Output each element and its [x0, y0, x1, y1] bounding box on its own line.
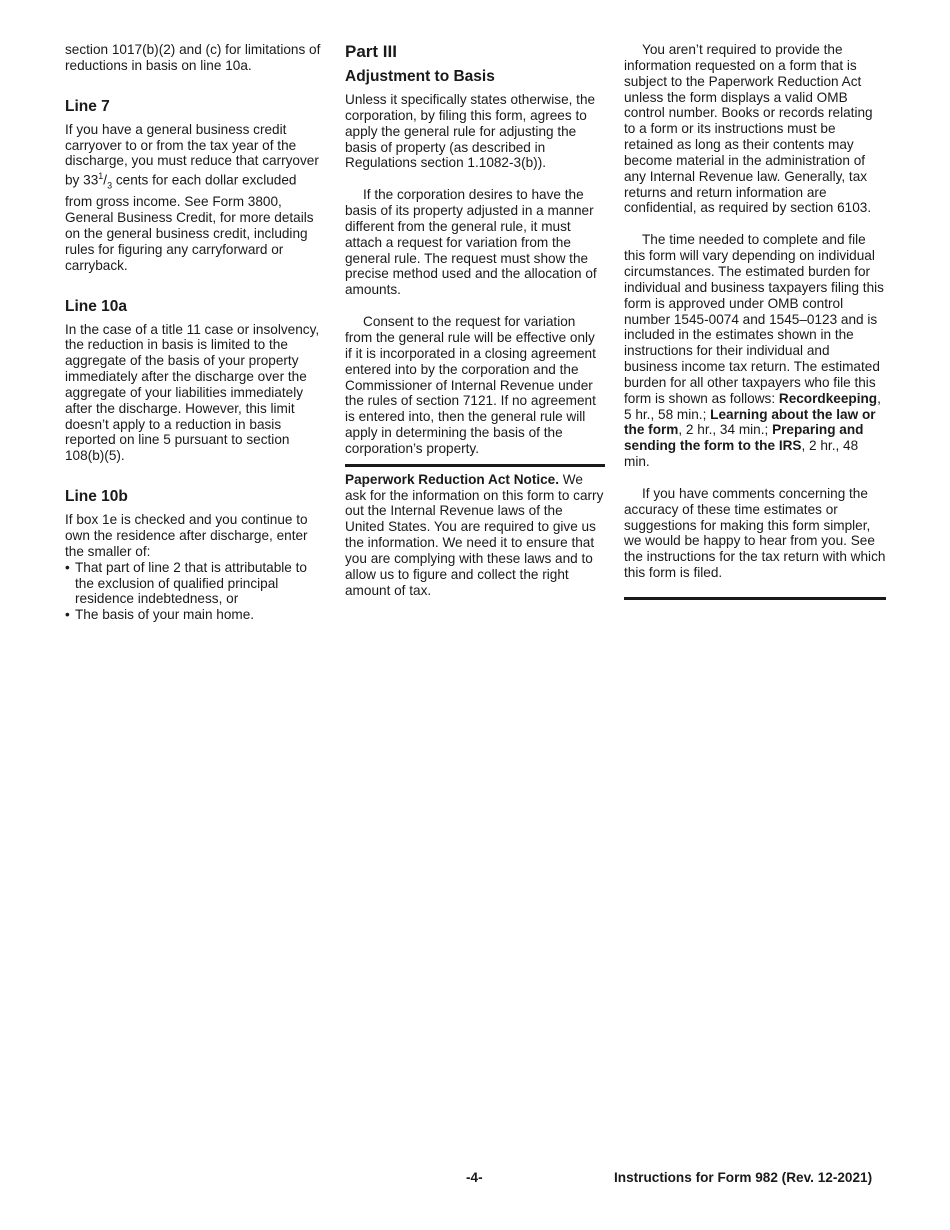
line10a-continuation-text: section 1017(b)(2) and (c) for limitations of reductions in basis on line 10a.: [65, 42, 321, 73]
line10b-heading: Line 10b: [65, 488, 128, 506]
comments-para: If you have comments concerning the accuracy of these time estimates or suggestions for making this form simpler, we would be happy to hear from you. See the instructions for the tax return with which this form is filed.: [624, 485, 886, 581]
column-right: [624, 42, 886, 600]
bullet-icon: •: [65, 559, 70, 575]
adjustment-para-2: If the corporation desires to have the basis of its property adjusted in a manner different from the general rule, it must attach a request for variation from the general rule. The request must show the precise method used and the allocation of amounts.: [345, 187, 597, 298]
fraction-denominator: 3: [107, 180, 113, 191]
line7-text: If you have a general business credit carryover to or from the tax year of the discharge, you must reduce that carryover by $33^1/_3$ cents for each dollar excluded from gross income. See Form 3800, General Business Credit, for more details on the general business credit, including rules for figuring any carryforward or carryback.: [65, 121, 319, 273]
list-item: • That part of line 2 that is attributable to the exclusion of qualified principal residence indebtedness, or: [65, 559, 307, 607]
form-title-footer: Instructions for Form 982 (Rev. 12-2021): [614, 1170, 873, 1185]
page-number: -4-: [466, 1170, 483, 1185]
line10a-heading: Line 10a: [65, 297, 128, 315]
paperwork-notice-label: Paperwork Reduction Act Notice.: [345, 471, 560, 487]
line7-heading: Line 7: [65, 97, 110, 115]
fraction-numerator: 1: [98, 171, 104, 182]
paperwork-notice: Paperwork Reduction Act Notice. We ask for the information on this form to carry out the Internal Revenue laws of the United States. You are required to give us the information. We need it to ensure that you are complying with these laws and to allow us to figure and collect the right amount of tax.: [345, 471, 604, 598]
burden-para: The time needed to complete and file this form will vary depending on individual circumstances. The estimated burden for individual and business taxpayers filing this form is approved under OMB control number 1545-0074 and 1545–0123 and is included in the estimates shown in the instructions for their individual and business income tax return. The estimated burden for all other taxpayers who file this form is shown as follows: Recordkeeping, 5 hr., 58 min.; Learning about the law or the form, 2 hr., 34 min.; Preparing and sending the form to the IRS, 2 hr., 48 min.: [624, 232, 884, 470]
bullet-icon: •: [65, 607, 70, 623]
adjustment-para-1: Unless it specifically states otherwise, the corporation, by filing this form, agrees to apply the general rule for adjusting the basis of property (as described in Regulations section 1.1082-3(b)).: [345, 92, 596, 171]
line10b-text: If box 1e is checked and you continue to own the residence after discharge, enter the smaller of:: [65, 512, 308, 559]
part-title: Part III: [345, 42, 397, 61]
column-middle: [345, 42, 605, 598]
end-divider: [624, 597, 886, 600]
adjustment-para-3: Consent to the request for variation from the general rule will be effective only if it is incorporated in a closing agreement entered into by the corporation and the Commissioner of Internal Revenue under the rules of section 7121. If no agreement is entered into, then the general rule will apply in determining the basis of the corporation’s property.: [345, 314, 596, 456]
omb-para: You aren’t required to provide the information requested on a form that is subject to the Paperwork Reduction Act unless the form displays a valid OMB control number. Books or records relating to a form or its instructions must be retained as long as their contents may become material in the administration of any Internal Revenue law. Generally, tax returns and return information are confidential, as required by section 6103.: [624, 42, 873, 216]
column-left: [65, 42, 327, 623]
list-item: • The basis of your main home.: [65, 607, 255, 623]
line10a-text: In the case of a title 11 case or insolvency, the reduction in basis is limited to the aggregate of the basis of your property immediately after the discharge over the aggregate of your liabilities immediately after the discharge. However, this limit doesn’t apply to a reduction in basis reported on line 5 pursuant to section 108(b)(5).: [65, 321, 320, 464]
part-subtitle: Adjustment to Basis: [345, 68, 495, 85]
